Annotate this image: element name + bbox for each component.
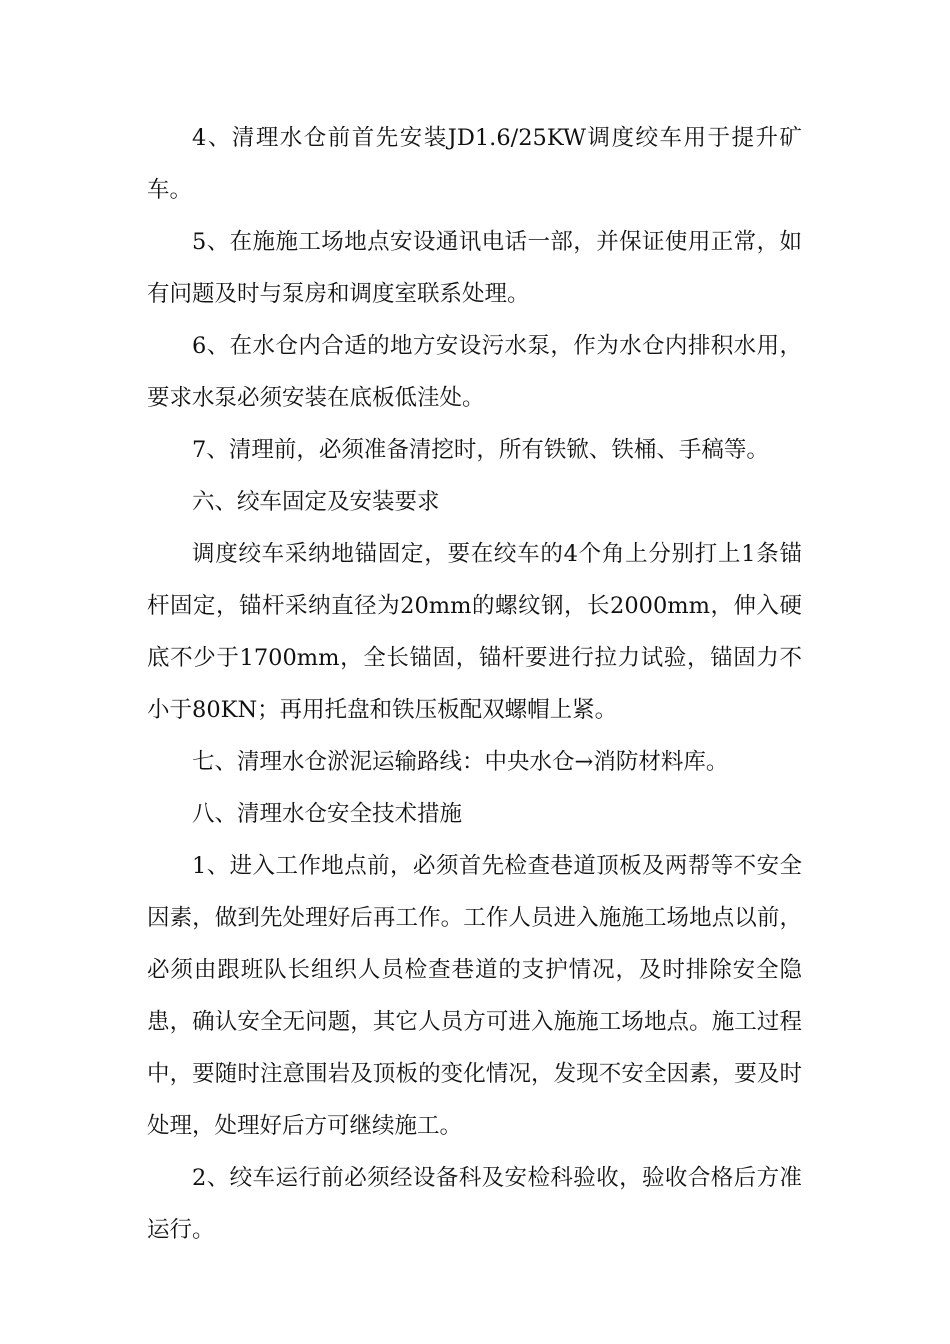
paragraph-item-6: 6、在水仓内合适的地方安设污水泵，作为水仓内排积水用，要求水泵必须安装在底板低洼处。 xyxy=(147,333,802,411)
section-heading-7: 七、清理水仓淤泥运输路线：中央水仓→消防材料库。 xyxy=(192,749,729,775)
paragraph-safety-1: 1、进入工作地点前，必须首先检查巷道顶板及两帮等不安全因素，做到先处理好后再工作。工作人员进入施施工场地点以前，必须由跟班队长组织人员检查巷道的支护情况，及时排除安全隐患，确认安全无问题，其它人员方可进入施施工场地点。施工过程中，要随时注意围岩及顶板的变化情况，发现不安全因素，要及时处理，处理好后方可继续施工。 xyxy=(147,853,802,1139)
section-heading-8: 八、清理水仓安全技术措施 xyxy=(192,801,463,827)
section-heading-6: 六、绞车固定及安装要求 xyxy=(192,489,440,515)
paragraph-winch-fixing: 调度绞车采纳地锚固定，要在绞车的4个角上分别打上1条锚杆固定，锚杆采纳直径为20mm的螺纹钢，长2000mm，伸入硬底不少于1700mm，全长锚固，锚杆要进行拉力试验，锚固力不小于80KN；再用托盘和铁压板配双螺帽上紧。 xyxy=(147,541,802,723)
document-body xyxy=(147,112,802,1256)
paragraph-item-7: 7、清理前，必须准备清挖时，所有铁锨、铁桶、手稿等。 xyxy=(192,437,769,463)
paragraph-item-5: 5、在施施工场地点安设通讯电话一部，并保证使用正常，如有问题及时与泵房和调度室联系处理。 xyxy=(147,229,802,307)
paragraph-safety-2: 2、绞车运行前必须经设备科及安检科验收，验收合格后方准运行。 xyxy=(147,1165,802,1243)
paragraph-item-4: 4、清理水仓前首先安装JD1.6/25KW调度绞车用于提升矿车。 xyxy=(147,125,802,203)
